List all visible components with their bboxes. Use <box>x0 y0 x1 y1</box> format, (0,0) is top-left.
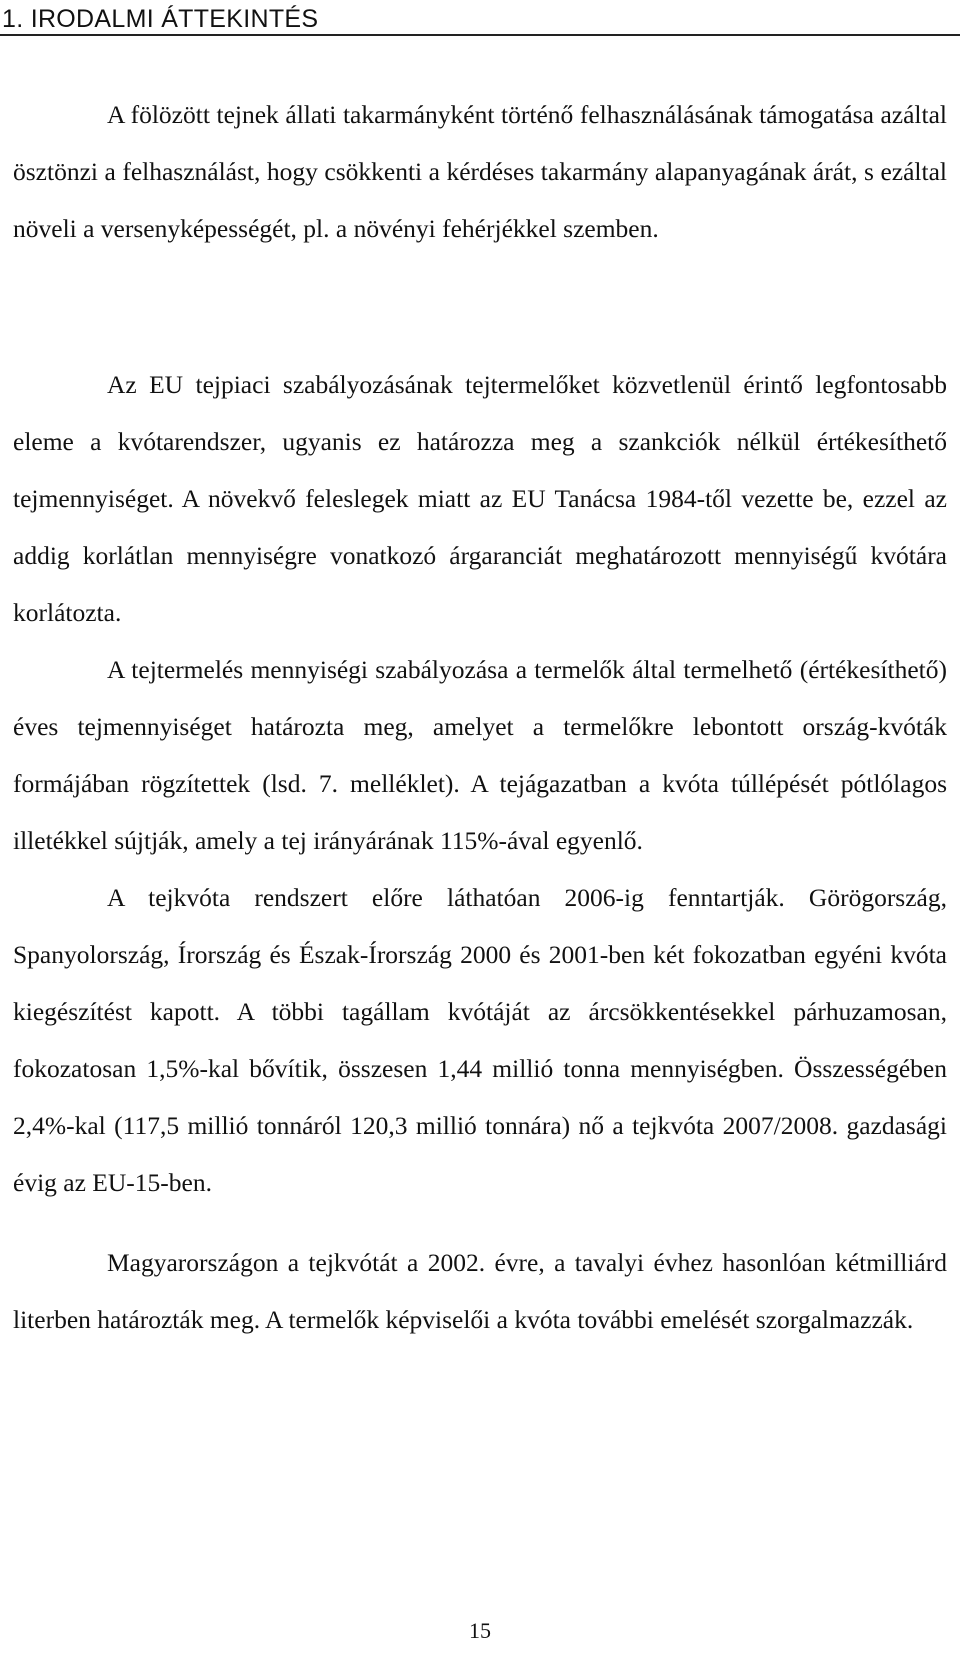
section-title: 1. IRODALMI ÁTTEKINTÉS <box>2 5 319 33</box>
paragraph-quantity-regulation: A tejtermelés mennyiségi szabályozása a termelők által termelhető (értékesíthető) éves tejmennyiséget határozta meg, amelyet a termelőkre lebontott ország-kvóták formájában rögzítettek (lsd. 7. melléklet). A tejágazatban a kvóta túllépését pótlólagos illetékkel sújtják, amely a tej irányárának 115%-ával egyenlő. <box>13 655 947 855</box>
paragraph-quota-extension: A tejkvóta rendszert előre láthatóan 2006-ig fenntartják. Görögország, Spanyolország, Írország és Észak-Írország 2000 és 2001-ben két fokozatban egyéni kvóta kiegészítést kapott. A többi tagállam kvótáját az árcsökkentésekkel párhuzamosan, fokozatosan 1,5%-kal bővítik, összesen 1,44 millió tonna mennyiségben. Összességében 2,4%-kal (117,5 millió tonnáról 120,3 millió tonnára) nő a tejkvóta 2007/2008. gazdasági évig az EU-15-ben. <box>13 883 947 1197</box>
paragraph-feed-subsidy: A fölözött tejnek állati takarmányként történő felhasználásának támogatása azáltal ösztönzi a felhasználást, hogy csökkenti a kérdéses takarmány alapanyagának árát, s ezáltal növeli a versenyképességét, pl. a növényi fehérjékkel szemben. <box>13 100 947 243</box>
running-header <box>0 0 960 36</box>
quota-block <box>13 356 947 1211</box>
page-number: 15 <box>469 1618 491 1643</box>
paragraph-quota-system: Az EU tejpiaci szabályozásának tejtermelőket közvetlenül érintő legfontosabb eleme a kvótarendszer, ugyanis ez határozza meg a szankciók nélkül értékesíthető tejmennyiséget. A növekvő feleslegek miatt az EU Tanácsa 1984-től vezette be, ezzel az addig korlátlan mennyiségre vonatkozó árgaranciát meghatározott mennyiségű kvótára korlátozta. <box>13 370 947 627</box>
intro-block <box>13 86 947 257</box>
hungary-block <box>13 1234 947 1348</box>
paragraph-hungary-quota: Magyarországon a tejkvótát a 2002. évre, a tavalyi évhez hasonlóan kétmilliárd literben határozták meg. A termelők képviselői a kvóta további emelését szorgalmazzák. <box>13 1248 947 1334</box>
